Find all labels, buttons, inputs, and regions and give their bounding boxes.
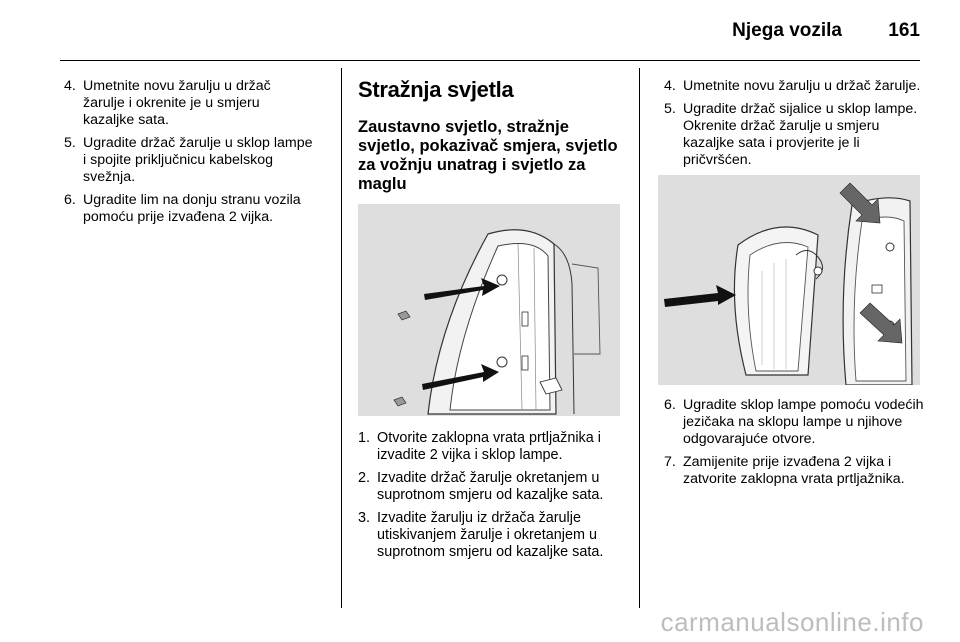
- step-item: [358, 470, 626, 504]
- lamp-install-illustration: [658, 175, 920, 385]
- watermark: carmanualsonline.info: [660, 607, 924, 637]
- step-item: [664, 397, 926, 448]
- step-text: Umetnite novu žarulju u držač žarulje i okrenite je u smjeru kazaljke sata.: [83, 78, 271, 128]
- step-number: 4.: [664, 78, 676, 94]
- step-number: 2.: [358, 470, 371, 486]
- step-number: 4.: [64, 78, 76, 94]
- step-item: [358, 510, 626, 561]
- rear-lamp-figure: [358, 204, 620, 416]
- step-text: Ugradite lim na donju stranu vozila pomoću prije izvađena 2 vijka.: [83, 192, 301, 225]
- step-number: 7.: [664, 454, 676, 470]
- step-text: Izvadite držač žarulje okretanjem u suprotnom smjeru od kazaljke sata.: [377, 470, 604, 503]
- header-divider: [60, 60, 920, 61]
- section-title: Stražnja svjetla: [358, 77, 514, 102]
- step-text: Zamijenite prije izvađena 2 vijka i zatvorite zaklopna vrata prtljažnika.: [683, 454, 905, 487]
- step-text: Ugradite sklop lampe pomoću vodećih jezičaka na sklopu lampe u njihove odgovarajuće otvore.: [683, 397, 924, 447]
- step-item: [664, 454, 926, 488]
- page-title: Njega vozila: [732, 20, 842, 41]
- column-2: [358, 78, 626, 567]
- step-text: Ugradite držač sijalice u sklop lampe. Okrenite držač žarulje u smjeru kazaljke sata i provjerite je li pričvršćen.: [683, 101, 918, 168]
- step-list: [664, 397, 926, 488]
- page-header: [60, 14, 920, 62]
- column-1: [64, 78, 314, 232]
- step-text: Ugradite držač žarulje u sklop lampe i spojite priključnicu kabelskog svežnja.: [83, 135, 313, 185]
- step-number: 5.: [64, 135, 76, 151]
- step-text: Otvorite zaklopna vrata prtljažnika i izvadite 2 vijka i sklop lampe.: [377, 430, 601, 463]
- rear-lamp-illustration: [358, 204, 620, 416]
- step-number: 3.: [358, 510, 371, 526]
- step-number: 1.: [358, 430, 371, 446]
- page-number: 161: [888, 20, 920, 41]
- step-text: Izvadite žarulju iz držača žarulje utiskivanjem žarulje i okretanjem u suprotnom smjeru od kazaljke sata.: [377, 510, 604, 560]
- step-item: [358, 430, 626, 464]
- lamp-install-figure: [658, 175, 920, 385]
- step-number: 6.: [664, 397, 676, 413]
- step-list: [358, 430, 626, 561]
- subsection-title: Zaustavno svjetlo, stražnje svjetlo, pokazivač smjera, svjetlo za vožnju unatrag i svjetlo za maglu: [358, 118, 618, 193]
- column-divider-2: [639, 68, 640, 608]
- step-list: [664, 78, 926, 169]
- step-item: [64, 192, 314, 226]
- step-number: 5.: [664, 101, 676, 117]
- step-text: Umetnite novu žarulju u držač žarulje.: [683, 78, 921, 94]
- step-item: [664, 101, 926, 169]
- step-item: [64, 78, 314, 129]
- step-item: [64, 135, 314, 186]
- column-3: [664, 78, 926, 494]
- column-divider-1: [341, 68, 342, 608]
- step-number: 6.: [64, 192, 76, 208]
- step-item: [664, 78, 926, 95]
- step-list: [64, 78, 314, 226]
